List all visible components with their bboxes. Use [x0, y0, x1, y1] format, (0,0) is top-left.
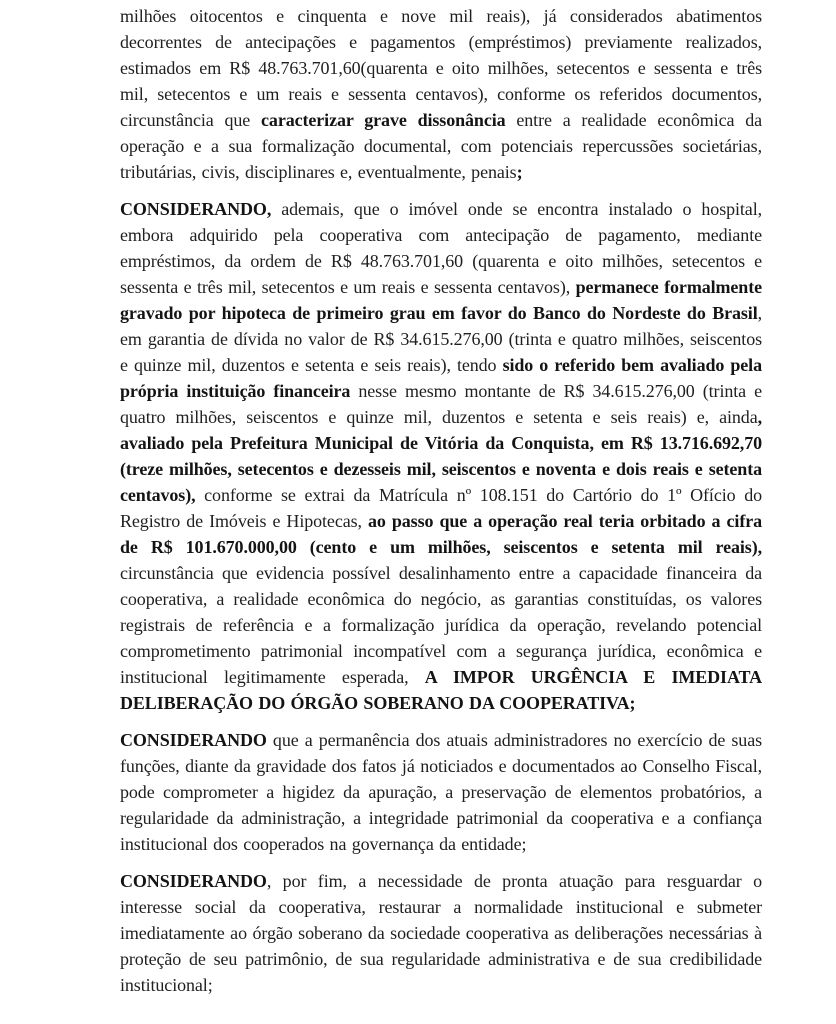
- bold-text-run: CONSIDERANDO: [120, 730, 267, 750]
- bold-text-run: sido o referido bem avaliado pela própria instituição financeira: [120, 355, 762, 401]
- paragraph-considerando-ademais-imovel: [120, 196, 762, 716]
- bold-text-run: caracterizar grave dissonância: [261, 110, 506, 130]
- text-run: circunstância que evidencia possível desalinhamento entre a capacidade financeira da cooperativa, a realidade econômica do negócio, as garantias constituídas, os valores registrais de referência e a formalização jurídica da operação, revelando potencial comprometimento patrimonial incompatível com a segurança jurídica, econômica e institucional legitimamente esperada,: [120, 563, 762, 687]
- text-run: ademais, que o imóvel onde se encontra instalado o hospital, embora adquirido pela cooperativa com antecipação de pagamento, mediante empréstimos, da ordem de R$ 48.763.701,60 (quarenta e oito milhões, setecentos e sessenta e três mil, setecentos e um reais e sessenta centavos),: [120, 199, 762, 297]
- bold-text-run: CONSIDERANDO: [120, 871, 267, 891]
- paragraph-continuation-abatimentos: [120, 3, 762, 185]
- bold-text-run: A IMPOR URGÊNCIA E IMEDIATA DELIBERAÇÃO DO ÓRGÃO SOBERANO DA COOPERATIVA;: [120, 667, 762, 713]
- bold-text-run: permanece formalmente gravado por hipoteca de primeiro grau em favor do Banco do Nordeste do Brasil: [120, 277, 762, 323]
- text-run: nesse mesmo montante de R$ 34.615.276,00 (trinta e quatro milhões, seiscentos e quinze mil, duzentos e setenta e seis reais) e, ainda: [120, 381, 762, 427]
- text-run: milhões oitocentos e cinquenta e nove mil reais), já considerados abatimentos decorrentes de antecipações e pagamentos (empréstimos) previamente realizados, estimados em R$ 48.763.701,60(quarenta e oito milhões, setecentos e sessenta e três mil, setecentos e um reais e sessenta centavos), conforme os referidos documentos, circunstância que: [120, 6, 762, 130]
- bold-text-run: ;: [516, 162, 523, 182]
- text-run: conforme se extrai da Matrícula nº 108.151 do Cartório do 1º Ofício do Registro de Imóveis e Hipotecas,: [120, 485, 762, 531]
- document-text-block: [120, 3, 762, 1009]
- paragraph-considerando-por-fim: [120, 868, 762, 998]
- paragraph-considerando-permanencia-administradores: [120, 727, 762, 857]
- bold-text-run: , avaliado pela Prefeitura Municipal de Vitória da Conquista, em R$ 13.716.692,70 (treze milhões, setecentos e dezesseis mil, seiscentos e noventa e dois reais e setenta centavos),: [120, 407, 762, 505]
- text-run: que a permanência dos atuais administradores no exercício de suas funções, diante da gravidade dos fatos já noticiados e documentados ao Conselho Fiscal, pode comprometer a higidez da apuração, a preservação de elementos probatórios, a regularidade da administração, a integridade patrimonial da cooperativa e a confiança institucional dos cooperados na governança da entidade;: [120, 730, 762, 854]
- text-run: entre a realidade econômica da operação e a sua formalização documental, com potenciais repercussões societárias, tributárias, civis, disciplinares e, eventualmente, penais: [120, 110, 763, 182]
- text-run: , por fim, a necessidade de pronta atuação para resguardar o interesse social da cooperativa, restaurar a normalidade institucional e submeter imediatamente ao órgão soberano da sociedade cooperativa as deliberações necessárias à proteção de seu patrimônio, de sua regularidade administrativa e de sua credibilidade institucional;: [120, 871, 762, 995]
- bold-text-run: CONSIDERANDO,: [120, 199, 272, 219]
- bold-text-run: ao passo que a operação real teria orbitado a cifra de R$ 101.670.000,00 (cento e um milhões, seiscentos e setenta mil reais),: [120, 511, 762, 557]
- text-run: , em garantia de dívida no valor de R$ 34.615.276,00 (trinta e quatro milhões, seiscentos e quinze mil, duzentos e setenta e seis reais), tendo: [120, 303, 762, 375]
